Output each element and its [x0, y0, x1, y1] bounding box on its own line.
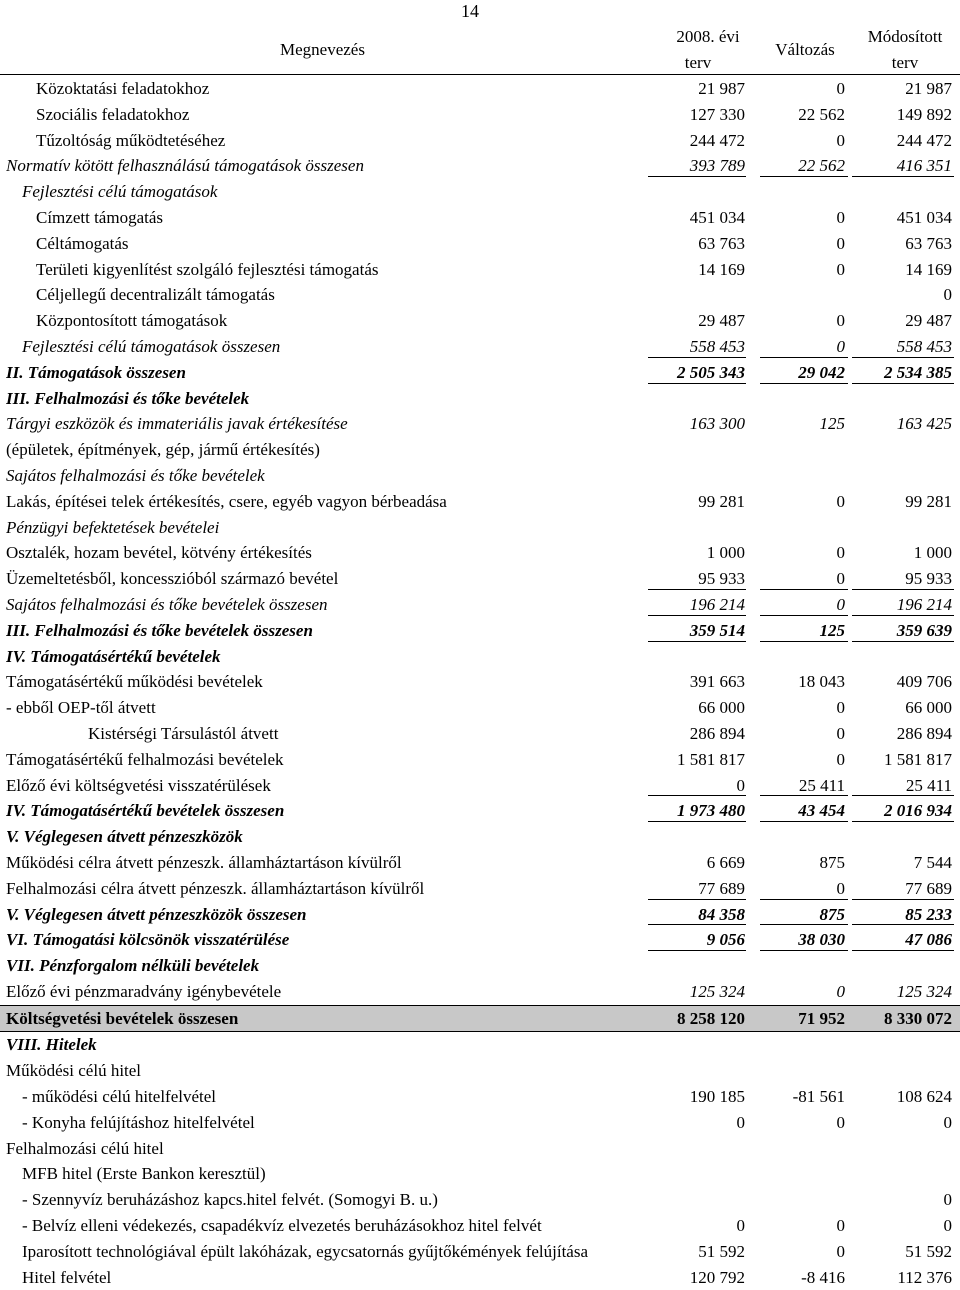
plan-value: 558 453 [689, 336, 745, 356]
row-label: Üzemeltetésből, koncesszióból származó bevétel [6, 569, 339, 589]
row-label: - ebből OEP-től átvett [6, 698, 156, 718]
sum-underline [760, 641, 848, 642]
plan-value: 84 358 [698, 904, 745, 924]
modified-value: 99 281 [905, 491, 952, 511]
table-row [0, 1187, 960, 1213]
modified-value: 451 034 [896, 207, 952, 227]
table-row [0, 1032, 960, 1058]
modified-value: 0 [943, 1190, 952, 1210]
plan-value: 63 763 [698, 233, 745, 253]
row-label: Sajátos felhalmozási és tőke bevételek [6, 465, 265, 485]
row-label: III. Felhalmozási és tőke bevételek összesen [6, 620, 313, 640]
table-row [0, 1110, 960, 1136]
row-label: Hitel felvétel [22, 1267, 112, 1287]
table-row [0, 1058, 960, 1084]
modified-value: 409 706 [896, 672, 952, 692]
sum-underline [648, 589, 746, 590]
modified-value: 558 453 [896, 336, 952, 356]
table-row [0, 1084, 960, 1110]
sum-underline [852, 383, 954, 384]
change-value: 875 [819, 904, 845, 924]
modified-value: 8 330 072 [884, 1008, 952, 1028]
table-row [0, 1136, 960, 1162]
table-row [0, 257, 960, 283]
row-label: Működési célú hitel [6, 1061, 142, 1081]
modified-value: 0 [943, 1216, 952, 1236]
row-label: Pénzügyi befektetések bevételei [6, 517, 220, 537]
plan-value: 95 933 [698, 569, 745, 589]
table-row [0, 876, 960, 902]
row-label: Előző évi költségvetési visszatérülések [6, 775, 271, 795]
row-label: Tűzoltóság működtetéséhez [36, 130, 226, 150]
header-modified-line1: Módosított [867, 27, 943, 46]
sum-underline [648, 821, 746, 822]
change-value: 38 030 [798, 930, 845, 950]
change-value: -81 561 [792, 1087, 845, 1107]
row-label: II. Támogatások összesen [6, 362, 186, 382]
row-label: Működési célra átvett pénzeszk. államháztartáson kívülről [6, 852, 402, 872]
row-label: VI. Támogatási kölcsönök visszatérülése [6, 930, 290, 950]
plan-value: 51 592 [698, 1241, 745, 1261]
modified-value: 63 763 [905, 233, 952, 253]
sum-underline [852, 589, 954, 590]
modified-value: 25 411 [905, 775, 952, 795]
table-row [0, 515, 960, 541]
change-value: 0 [836, 543, 845, 563]
plan-value: 21 987 [698, 79, 745, 98]
table-row [0, 1265, 960, 1290]
table-header [0, 22, 960, 75]
row-label: Céltámogatás [36, 233, 129, 253]
modified-value: 244 472 [896, 130, 952, 150]
plan-value: 6 669 [706, 852, 745, 872]
sum-underline [852, 899, 954, 900]
modified-value: 85 233 [905, 904, 952, 924]
plan-value: 14 169 [698, 259, 745, 279]
plan-value: 391 663 [689, 672, 745, 692]
change-value: 0 [836, 749, 845, 769]
row-label: Központosított támogatások [36, 311, 228, 331]
plan-value: 66 000 [698, 698, 745, 718]
change-value: 125 [819, 620, 845, 640]
change-value: 0 [836, 594, 845, 614]
plan-value: 393 789 [689, 156, 745, 176]
plan-value: 8 258 120 [677, 1008, 745, 1028]
sum-underline [852, 950, 954, 951]
sum-underline [648, 357, 746, 358]
sum-underline [760, 176, 848, 177]
row-label: Felhalmozási célra átvett pénzeszk. államháztartáson kívülről [6, 878, 425, 898]
table-row [0, 205, 960, 231]
change-value: 25 411 [798, 775, 845, 795]
modified-value: 286 894 [896, 723, 952, 743]
plan-value: 163 300 [689, 414, 745, 434]
row-label: Normatív kötött felhasználású támogatások összesen [6, 156, 364, 176]
plan-value: 0 [736, 775, 745, 795]
change-value: 0 [836, 207, 845, 227]
table-row [0, 979, 960, 1005]
sum-underline [648, 641, 746, 642]
change-value: 0 [836, 1216, 845, 1236]
row-label: IV. Támogatásértékű bevételek [6, 646, 221, 666]
sum-underline [760, 589, 848, 590]
change-value: 0 [836, 259, 845, 279]
change-value: 0 [836, 1112, 845, 1132]
modified-value: 1 000 [913, 543, 952, 563]
modified-value: 112 376 [897, 1267, 952, 1287]
row-label: Iparosított technológiával épült lakóházak, egycsatornás gyűjtőkémények felújítása [22, 1241, 589, 1261]
table-row [0, 695, 960, 721]
change-value: 29 042 [798, 362, 845, 382]
row-label: Előző évi pénzmaradvány igénybevétele [6, 981, 282, 1001]
change-value: 125 [819, 414, 845, 434]
table-row [0, 282, 960, 308]
table-row [0, 411, 960, 437]
plan-value: 99 281 [698, 491, 745, 511]
table-body [0, 76, 960, 1290]
change-value: 71 952 [798, 1008, 845, 1028]
row-label: Támogatásértékű működési bevételek [6, 672, 263, 692]
modified-value: 51 592 [905, 1241, 952, 1261]
table-row [0, 179, 960, 205]
modified-value: 7 544 [913, 852, 952, 872]
sum-underline [760, 357, 848, 358]
plan-value: 9 056 [706, 930, 745, 950]
table-row [0, 1239, 960, 1265]
row-label: - Konyha felújításhoz hitelfelvétel [22, 1112, 255, 1132]
row-label: IV. Támogatásértékű bevételek összesen [6, 801, 285, 821]
change-value: 43 454 [798, 801, 845, 821]
sum-underline [648, 383, 746, 384]
plan-value: 77 689 [698, 878, 745, 898]
table-row [0, 540, 960, 566]
row-label: Kistérségi Társulástól átvett [88, 723, 279, 743]
row-label: Támogatásértékű felhalmozási bevételek [6, 749, 284, 769]
sum-underline [648, 924, 746, 925]
modified-value: 416 351 [896, 156, 952, 176]
sum-underline [852, 615, 954, 616]
plan-value: 190 185 [689, 1087, 745, 1107]
table-row [0, 953, 960, 979]
sum-underline [648, 615, 746, 616]
row-label: - Szennyvíz beruházáshoz kapcs.hitel felvét. (Somogyi B. u.) [22, 1190, 438, 1210]
header-name: Megnevezés [280, 40, 365, 59]
table-row [0, 308, 960, 334]
modified-value: 66 000 [905, 698, 952, 718]
row-label: Tárgyi eszközök és immateriális javak értékesítése [6, 414, 348, 434]
modified-value: 2 534 385 [884, 362, 952, 382]
change-value: 0 [836, 1241, 845, 1261]
table-row [0, 592, 960, 618]
row-label: Szociális feladatokhoz [36, 104, 190, 124]
change-value: 0 [836, 698, 845, 718]
table-row [0, 1005, 960, 1033]
table-row [0, 334, 960, 360]
row-label: Felhalmozási célú hitel [6, 1138, 164, 1158]
change-value: 0 [836, 336, 845, 356]
sum-underline [852, 924, 954, 925]
table-row [0, 644, 960, 670]
table-row [0, 153, 960, 179]
table-row [0, 76, 960, 102]
sum-underline [852, 821, 954, 822]
plan-value: 1 581 817 [677, 749, 745, 769]
modified-value: 29 487 [905, 311, 952, 331]
table-row [0, 566, 960, 592]
modified-value: 149 892 [896, 104, 952, 124]
row-label: - Belvíz elleni védekezés, csapadékvíz elvezetés beruházásokhoz hitel felvét [22, 1216, 542, 1236]
row-label: - működési célú hitelfelvétel [22, 1087, 217, 1107]
table-row [0, 128, 960, 154]
row-label: III. Felhalmozási és tőke bevételek [6, 388, 250, 408]
table-row [0, 463, 960, 489]
modified-value: 125 324 [896, 981, 952, 1001]
modified-value: 196 214 [896, 594, 952, 614]
change-value: -8 416 [801, 1267, 845, 1287]
row-label: Területi kigyenlítést szolgáló fejlesztési támogatás [36, 259, 379, 279]
plan-value: 286 894 [689, 723, 745, 743]
modified-value: 0 [943, 285, 952, 305]
sum-underline [760, 615, 848, 616]
header-plan-line2: terv [684, 53, 712, 72]
table-row [0, 1213, 960, 1239]
change-value: 875 [819, 852, 845, 872]
table-row [0, 360, 960, 386]
change-value: 0 [836, 311, 845, 331]
sum-underline [648, 176, 746, 177]
modified-value: 108 624 [896, 1087, 952, 1107]
modified-value: 0 [943, 1112, 952, 1132]
sum-underline [852, 176, 954, 177]
sum-underline [852, 795, 954, 796]
modified-value: 14 169 [905, 259, 952, 279]
table-row [0, 721, 960, 747]
sum-underline [760, 924, 848, 925]
row-label: Költségvetési bevételek összesen [6, 1008, 239, 1028]
sum-underline [760, 821, 848, 822]
sum-underline [760, 950, 848, 951]
change-value: 0 [836, 130, 845, 150]
row-label: Fejlesztési célú támogatások [22, 182, 218, 202]
plan-value: 0 [736, 1112, 745, 1132]
sum-underline [648, 795, 746, 796]
table-row [0, 437, 960, 463]
change-value: 0 [836, 981, 845, 1001]
table-row [0, 1161, 960, 1187]
table-row [0, 386, 960, 412]
page-number: 14 [461, 1, 479, 21]
modified-value: 95 933 [905, 569, 952, 589]
row-label: Címzett támogatás [36, 207, 163, 227]
row-label: Lakás, építései telek értékesítés, csere, egyéb vagyon bérbeadása [6, 491, 447, 511]
modified-value: 359 639 [896, 620, 952, 640]
modified-value: 47 086 [905, 930, 952, 950]
sum-underline [760, 795, 848, 796]
table-row [0, 798, 960, 824]
row-label: Céljellegű decentralizált támogatás [36, 285, 275, 305]
plan-value: 451 034 [689, 207, 745, 227]
plan-value: 1 973 480 [677, 801, 745, 821]
row-label: Közoktatási feladatokhoz [36, 79, 210, 98]
plan-value: 0 [736, 1216, 745, 1236]
row-label: Osztalék, hozam bevétel, kötvény értékesítés [6, 543, 312, 563]
change-value: 0 [836, 569, 845, 589]
table-row [0, 231, 960, 257]
modified-value: 77 689 [905, 878, 952, 898]
plan-value: 29 487 [698, 311, 745, 331]
row-label: Fejlesztési célú támogatások összesen [22, 336, 281, 356]
header-plan-line1: 2008. évi [676, 27, 740, 46]
plan-value: 127 330 [689, 104, 745, 124]
row-label: Sajátos felhalmozási és tőke bevételek összesen [6, 594, 328, 614]
modified-value: 1 581 817 [884, 749, 952, 769]
change-value: 0 [836, 233, 845, 253]
table-row [0, 102, 960, 128]
change-value: 18 043 [798, 672, 845, 692]
sum-underline [648, 950, 746, 951]
table-row [0, 902, 960, 928]
modified-value: 163 425 [896, 414, 952, 434]
header-modified-line2: terv [891, 53, 919, 72]
plan-value: 244 472 [689, 130, 745, 150]
row-label: VII. Pénzforgalom nélküli bevételek [6, 956, 260, 976]
table-row [0, 747, 960, 773]
plan-value: 196 214 [689, 594, 745, 614]
table-row [0, 618, 960, 644]
modified-value: 2 016 934 [884, 801, 952, 821]
sum-underline [760, 383, 848, 384]
table-row [0, 669, 960, 695]
sum-underline [852, 357, 954, 358]
sum-underline [648, 899, 746, 900]
plan-value: 125 324 [689, 981, 745, 1001]
change-value: 0 [836, 79, 845, 98]
row-label: V. Véglegesen átvett pénzeszközök [6, 827, 243, 847]
row-label: VIII. Hitelek [6, 1035, 97, 1055]
plan-value: 359 514 [689, 620, 745, 640]
plan-value: 2 505 343 [677, 362, 745, 382]
sum-underline [852, 641, 954, 642]
change-value: 0 [836, 878, 845, 898]
change-value: 22 562 [798, 104, 845, 124]
table-row [0, 824, 960, 850]
plan-value: 120 792 [689, 1267, 745, 1287]
modified-value: 21 987 [905, 79, 952, 98]
row-label: (épületek, építmények, gép, jármű értékesítés) [6, 440, 320, 460]
plan-value: 1 000 [706, 543, 745, 563]
table-row [0, 850, 960, 876]
sum-underline [760, 899, 848, 900]
change-value: 0 [836, 491, 845, 511]
change-value: 0 [836, 723, 845, 743]
header-change: Változás [775, 40, 835, 59]
row-label: V. Véglegesen átvett pénzeszközök összesen [6, 904, 307, 924]
table-row [0, 489, 960, 515]
table-row [0, 773, 960, 799]
row-label: MFB hitel (Erste Bankon keresztül) [22, 1164, 266, 1184]
change-value: 22 562 [798, 156, 845, 176]
table-row [0, 927, 960, 953]
